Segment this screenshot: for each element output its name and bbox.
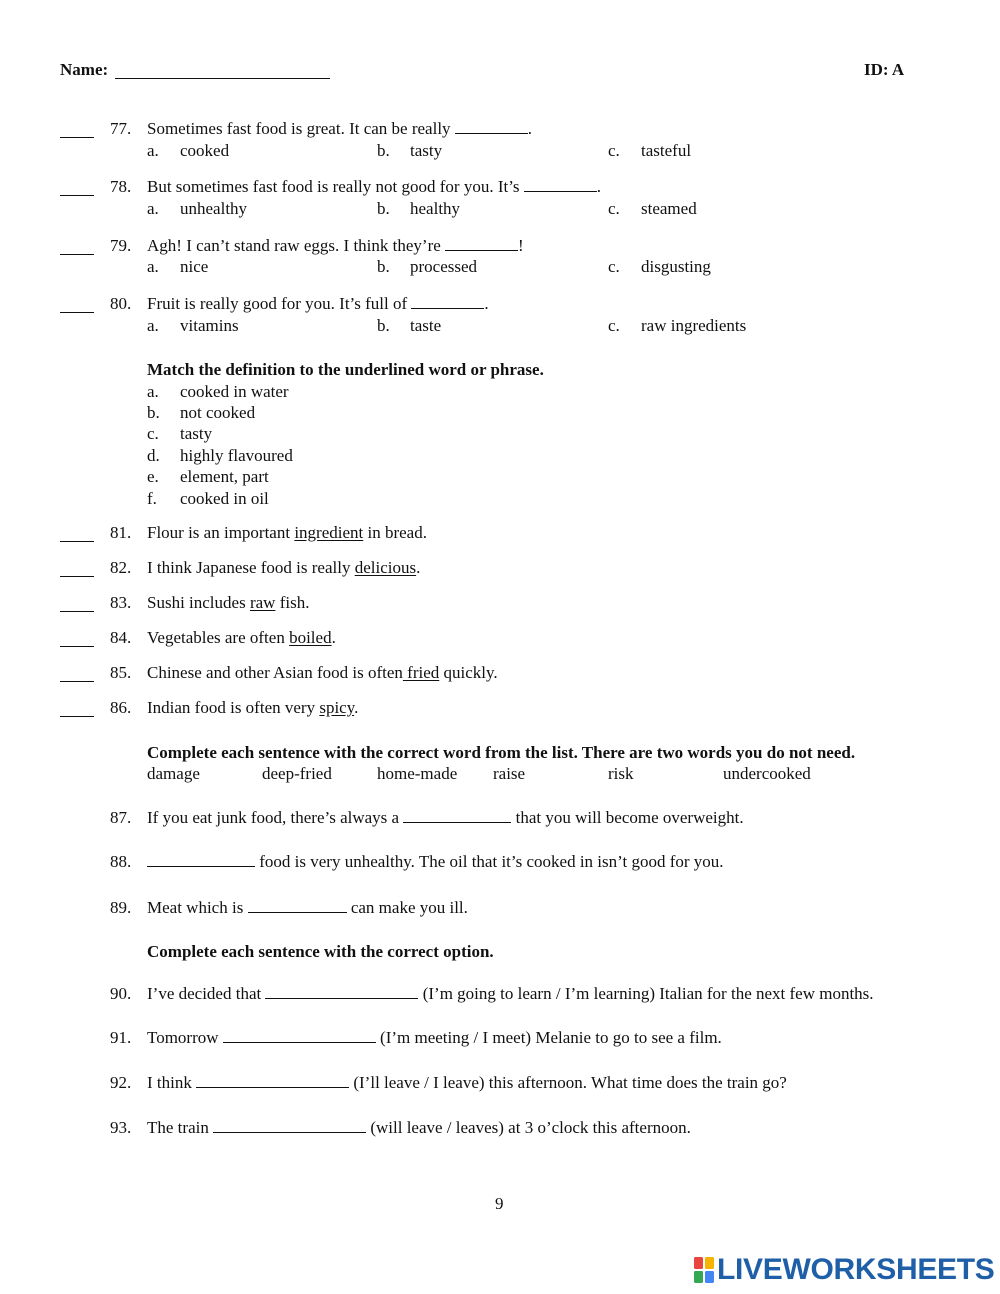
logo-text: LIVEWORKSHEETS	[717, 1253, 995, 1286]
definition-letter: d.	[147, 446, 160, 465]
sentence-blank[interactable]	[524, 178, 597, 192]
option-text[interactable]: processed	[410, 257, 478, 276]
sentence-blank[interactable]	[455, 120, 528, 134]
option-letter[interactable]: c.	[608, 199, 620, 218]
answer-blank-78[interactable]	[60, 195, 94, 196]
option-letter[interactable]: c.	[608, 141, 620, 160]
option-instruction: Complete each sentence with the correct option.	[147, 942, 494, 961]
page-number: 9	[495, 1194, 504, 1213]
option-letter[interactable]: b.	[377, 257, 390, 276]
question-text: Sushi includes raw fish.	[147, 593, 310, 612]
word-list-item: damage	[147, 764, 200, 783]
answer-blank-77[interactable]	[60, 137, 94, 138]
question-text: But sometimes fast food is really not good for you. It’s .	[147, 177, 602, 196]
option-text[interactable]: unhealthy	[180, 199, 248, 218]
question-text: I think Japanese food is really delicious.	[147, 558, 421, 577]
option-text[interactable]: tasty	[410, 141, 443, 160]
sentence-blank[interactable]	[147, 853, 255, 867]
definition-text: highly flavoured	[180, 446, 293, 465]
underlined-word: boiled	[289, 628, 332, 647]
question-number: 85.	[110, 663, 132, 682]
option-letter[interactable]: b.	[377, 141, 390, 160]
word-list-item: undercooked	[723, 764, 811, 783]
question-text: Vegetables are often boiled.	[147, 628, 336, 647]
name-label: Name:	[60, 60, 109, 79]
word-list-instruction: Complete each sentence with the correct word from the list. There are two words you do not need.	[147, 743, 856, 762]
option-letter[interactable]: b.	[377, 316, 390, 335]
option-text[interactable]: nice	[180, 257, 209, 276]
question-text: Flour is an important ingredient in bread.	[147, 523, 427, 542]
word-list-item: home-made	[377, 764, 458, 783]
question-number: 88.	[110, 852, 132, 871]
question-text: Sometimes fast food is great. It can be really .	[147, 119, 533, 138]
word-list-item: deep-fried	[262, 764, 332, 783]
question-number: 79.	[110, 236, 132, 255]
question-number: 93.	[110, 1118, 132, 1137]
question-number: 91.	[110, 1028, 132, 1047]
option-letter[interactable]: a.	[147, 199, 159, 218]
question-number: 90.	[110, 984, 132, 1003]
question-number: 81.	[110, 523, 132, 542]
underlined-word: delicious	[354, 558, 417, 577]
question-number: 78.	[110, 177, 132, 196]
definition-text: cooked in oil	[180, 489, 269, 508]
question-text: Indian food is often very spicy.	[147, 698, 359, 717]
question-number: 80.	[110, 294, 132, 313]
word-list-item: risk	[608, 764, 634, 783]
option-text[interactable]: raw ingredients	[641, 316, 747, 335]
definition-text: cooked in water	[180, 382, 289, 401]
question-number: 89.	[110, 898, 132, 917]
id-label: ID: A	[864, 60, 905, 79]
question-text: Chinese and other Asian food is often fried quickly.	[147, 663, 498, 682]
definition-text: not cooked	[180, 403, 256, 422]
question-number: 83.	[110, 593, 132, 612]
option-letter[interactable]: a.	[147, 257, 159, 276]
underlined-word: fried	[402, 663, 440, 682]
definition-letter: e.	[147, 467, 159, 486]
option-letter[interactable]: a.	[147, 316, 159, 335]
question-number: 92.	[110, 1073, 132, 1092]
option-letter[interactable]: b.	[377, 199, 390, 218]
question-number: 84.	[110, 628, 132, 647]
answer-blank-86[interactable]	[60, 716, 94, 717]
answer-blank-83[interactable]	[60, 611, 94, 612]
matching-instruction: Match the definition to the underlined word or phrase.	[147, 360, 544, 379]
question-text: I’ve decided that (I’m going to learn / I’m learning) Italian for the next few months.	[147, 984, 874, 1003]
sentence-blank[interactable]	[265, 985, 418, 999]
sentence-blank[interactable]	[445, 237, 518, 251]
answer-blank-81[interactable]	[60, 541, 94, 542]
definition-letter: b.	[147, 403, 160, 422]
underlined-word: spicy	[319, 698, 355, 717]
question-text: Meat which is can make you ill.	[147, 898, 468, 917]
question-number: 82.	[110, 558, 132, 577]
logo-blocks-icon	[693, 1256, 715, 1284]
answer-blank-84[interactable]	[60, 646, 94, 647]
word-list-item: raise	[493, 764, 526, 783]
question-text: If you eat junk food, there’s always a that you will become overweight.	[147, 808, 744, 827]
definition-letter: a.	[147, 382, 159, 401]
underlined-word: ingredient	[294, 523, 364, 542]
answer-blank-80[interactable]	[60, 312, 94, 313]
question-text: Fruit is really good for you. It’s full of .	[147, 294, 489, 313]
option-text[interactable]: cooked	[180, 141, 230, 160]
option-text[interactable]: taste	[410, 316, 442, 335]
option-text[interactable]: steamed	[641, 199, 697, 218]
definition-text: element, part	[180, 467, 269, 486]
option-text[interactable]: disgusting	[641, 257, 711, 276]
sentence-blank[interactable]	[248, 899, 347, 913]
definition-text: tasty	[180, 424, 213, 443]
answer-blank-79[interactable]	[60, 254, 94, 255]
question-text: The train (will leave / leaves) at 3 o’clock this afternoon.	[147, 1118, 691, 1137]
name-field[interactable]	[115, 78, 330, 79]
underlined-word: raw	[249, 593, 276, 612]
option-text[interactable]: vitamins	[180, 316, 239, 335]
option-letter[interactable]: a.	[147, 141, 159, 160]
sentence-blank[interactable]	[411, 295, 484, 309]
question-text: I think (I’ll leave / I leave) this afternoon. What time does the train go?	[147, 1073, 787, 1092]
option-text[interactable]: healthy	[410, 199, 461, 218]
question-number: 77.	[110, 119, 132, 138]
question-number: 86.	[110, 698, 132, 717]
definition-letter: c.	[147, 424, 159, 443]
option-letter[interactable]: c.	[608, 316, 620, 335]
answer-blank-85[interactable]	[60, 681, 94, 682]
answer-blank-82[interactable]	[60, 576, 94, 577]
question-text: Tomorrow (I’m meeting / I meet) Melanie to go to see a film.	[147, 1028, 722, 1047]
option-letter[interactable]: c.	[608, 257, 620, 276]
definition-letter: f.	[147, 489, 157, 508]
sentence-blank[interactable]	[223, 1029, 376, 1043]
question-text: food is very unhealthy. The oil that it’s cooked in isn’t good for you.	[147, 852, 724, 872]
question-number: 87.	[110, 808, 132, 827]
sentence-blank[interactable]	[196, 1074, 349, 1088]
sentence-blank[interactable]	[403, 809, 511, 823]
option-text[interactable]: tasteful	[641, 141, 692, 160]
sentence-blank[interactable]	[213, 1119, 366, 1133]
question-text: Agh! I can’t stand raw eggs. I think they’re !	[147, 236, 524, 255]
